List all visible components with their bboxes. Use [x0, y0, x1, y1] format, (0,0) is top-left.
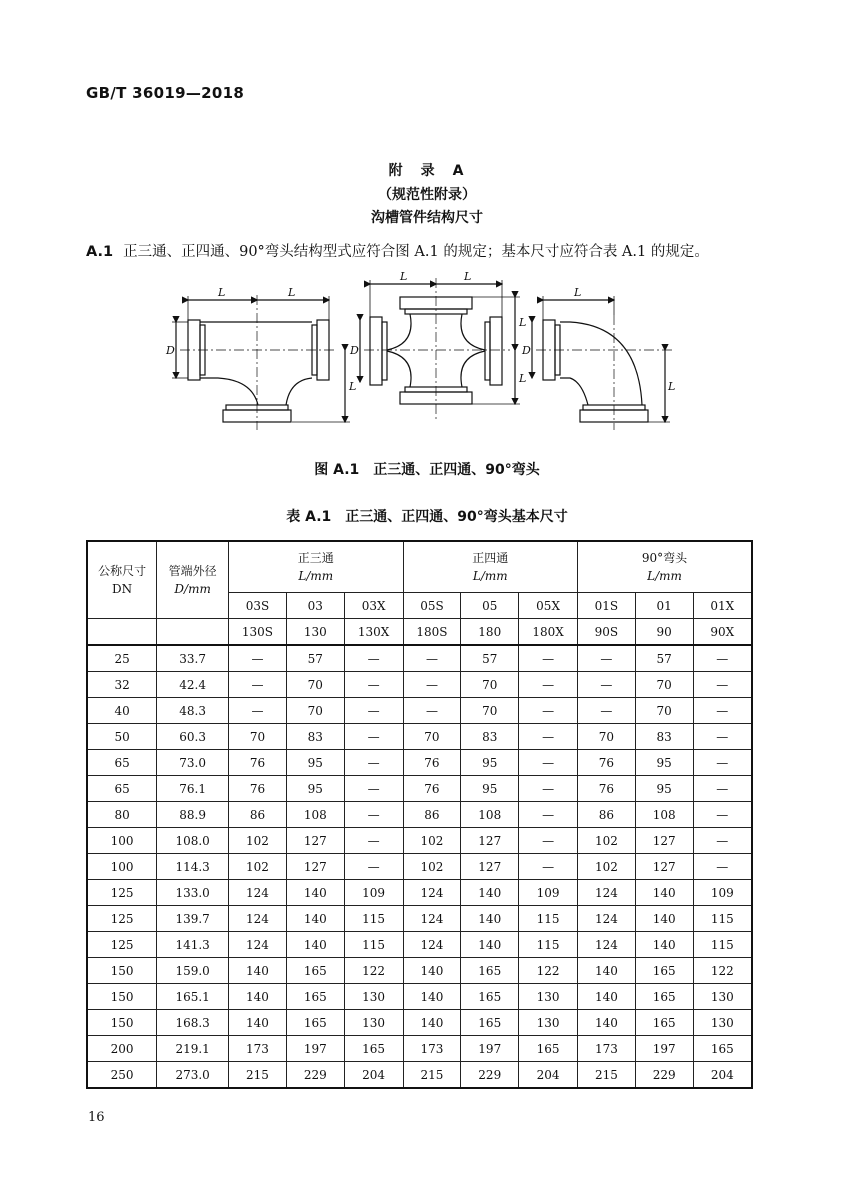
code-cell: 01: [635, 593, 693, 619]
l-cell: 115: [693, 906, 752, 932]
table-row: [87, 645, 752, 672]
l-cell: 83: [461, 724, 519, 750]
table-row: [87, 750, 752, 776]
l-cell: 76: [578, 776, 636, 802]
l-cell: 108: [461, 802, 519, 828]
l-cell: 140: [286, 880, 344, 906]
l-cell: 70: [635, 698, 693, 724]
dimensions-table: [86, 540, 753, 1089]
dn-cell: 150: [87, 958, 157, 984]
l-cell: 95: [461, 776, 519, 802]
l-cell: 140: [578, 1010, 636, 1036]
l-cell: 204: [519, 1062, 578, 1089]
l-cell: 130: [519, 1010, 578, 1036]
l-cell: —: [344, 698, 403, 724]
l-cell: —: [519, 645, 578, 672]
table-body: [87, 645, 752, 1088]
code-cell: 90S: [578, 619, 636, 646]
l-cell: 124: [578, 906, 636, 932]
code-cell: 130X: [344, 619, 403, 646]
dn-cell: 65: [87, 750, 157, 776]
l-cell: 127: [286, 854, 344, 880]
l-cell: 165: [286, 1010, 344, 1036]
l-cell: 109: [519, 880, 578, 906]
l-cell: 215: [229, 1062, 287, 1089]
l-cell: —: [344, 802, 403, 828]
l-cell: 127: [635, 828, 693, 854]
code-cell: 01S: [578, 593, 636, 619]
dn-cell: 125: [87, 880, 157, 906]
code-cell: 180X: [519, 619, 578, 646]
l-cell: 57: [461, 645, 519, 672]
empty-header-cell: [87, 619, 157, 646]
table-row: [87, 776, 752, 802]
l-cell: 173: [403, 1036, 461, 1062]
l-cell: 95: [635, 776, 693, 802]
l-cell: —: [519, 802, 578, 828]
l-cell: 229: [286, 1062, 344, 1089]
l-cell: 215: [403, 1062, 461, 1089]
l-cell: 140: [578, 958, 636, 984]
dn-cell: 100: [87, 828, 157, 854]
code-cell: 180S: [403, 619, 461, 646]
table-row: [87, 906, 752, 932]
l-cell: 204: [344, 1062, 403, 1089]
table-row: [87, 1062, 752, 1089]
l-cell: 76: [229, 750, 287, 776]
l-cell: 70: [635, 672, 693, 698]
code-cell: 03: [286, 593, 344, 619]
l-cell: —: [578, 645, 636, 672]
clause-text: 正三通、正四通、90°弯头结构型式应符合图 A.1 的规定；基本尺寸应符合表 A.1 的规定。: [123, 244, 709, 260]
l-cell: 57: [286, 645, 344, 672]
table-row: [87, 984, 752, 1010]
code-cell: 130S: [229, 619, 287, 646]
dn-cell: 40: [87, 698, 157, 724]
l-cell: 130: [693, 1010, 752, 1036]
l-cell: —: [578, 698, 636, 724]
l-cell: 165: [519, 1036, 578, 1062]
table-row: [87, 1036, 752, 1062]
code-cell: 05S: [403, 593, 461, 619]
l-cell: 109: [693, 880, 752, 906]
l-cell: 95: [286, 750, 344, 776]
l-cell: 76: [403, 776, 461, 802]
clause-number: A.1: [86, 244, 114, 260]
l-cell: 124: [229, 932, 287, 958]
l-cell: 70: [461, 698, 519, 724]
cross-drawing: [360, 278, 520, 420]
l-cell: —: [519, 828, 578, 854]
od-cell: 114.3: [157, 854, 229, 880]
code-cell: 180: [461, 619, 519, 646]
l-cell: 124: [403, 906, 461, 932]
l-cell: 86: [403, 802, 461, 828]
l-cell: 165: [461, 984, 519, 1010]
table-row: [87, 958, 752, 984]
od-cell: 159.0: [157, 958, 229, 984]
l-cell: —: [578, 672, 636, 698]
annex-title: 附 录 A: [388, 163, 466, 179]
l-cell: 124: [403, 880, 461, 906]
dn-cell: 150: [87, 984, 157, 1010]
l-cell: 102: [578, 828, 636, 854]
l-cell: —: [693, 645, 752, 672]
l-cell: 122: [693, 958, 752, 984]
dn-cell: 125: [87, 906, 157, 932]
l-cell: —: [693, 776, 752, 802]
dn-cell: 50: [87, 724, 157, 750]
table-row: [87, 932, 752, 958]
l-cell: —: [519, 750, 578, 776]
cross-label-d: D: [350, 344, 359, 357]
od-cell: 133.0: [157, 880, 229, 906]
col-header-d: 管端外径 D/mm: [157, 541, 229, 619]
l-cell: 130: [693, 984, 752, 1010]
l-cell: —: [229, 645, 287, 672]
l-cell: 197: [286, 1036, 344, 1062]
tee-label-l-vert: L: [349, 380, 357, 393]
l-cell: 165: [461, 1010, 519, 1036]
l-cell: 115: [693, 932, 752, 958]
l-cell: 165: [635, 984, 693, 1010]
l-cell: —: [403, 698, 461, 724]
l-cell: —: [693, 672, 752, 698]
table-row: [87, 828, 752, 854]
dn-cell: 65: [87, 776, 157, 802]
l-cell: 197: [635, 1036, 693, 1062]
l-cell: 102: [229, 828, 287, 854]
l-cell: 70: [286, 672, 344, 698]
dn-cell: 200: [87, 1036, 157, 1062]
l-cell: 70: [286, 698, 344, 724]
l-cell: 86: [229, 802, 287, 828]
l-cell: —: [693, 750, 752, 776]
cross-label-l-bottom: L: [519, 372, 527, 385]
elbow-label-l-vert: L: [668, 380, 676, 393]
l-cell: —: [693, 698, 752, 724]
l-cell: 140: [461, 880, 519, 906]
group-header-cross: 正四通 L/mm: [403, 541, 577, 593]
l-cell: —: [344, 724, 403, 750]
dn-cell: 125: [87, 932, 157, 958]
l-cell: 130: [519, 984, 578, 1010]
od-cell: 139.7: [157, 906, 229, 932]
l-cell: 165: [635, 958, 693, 984]
l-cell: 115: [344, 906, 403, 932]
group-header-elbow: 90°弯头 L/mm: [578, 541, 753, 593]
od-cell: 108.0: [157, 828, 229, 854]
code-cell: 05X: [519, 593, 578, 619]
l-cell: 140: [461, 906, 519, 932]
l-cell: 165: [344, 1036, 403, 1062]
l-cell: 140: [403, 984, 461, 1010]
l-cell: 76: [578, 750, 636, 776]
l-cell: 165: [286, 984, 344, 1010]
l-cell: —: [519, 698, 578, 724]
l-cell: 124: [229, 880, 287, 906]
l-cell: 140: [286, 906, 344, 932]
l-cell: 130: [344, 984, 403, 1010]
standard-code: GB/T 36019—2018: [86, 84, 245, 102]
l-cell: —: [403, 645, 461, 672]
l-cell: 115: [344, 932, 403, 958]
l-cell: 140: [229, 958, 287, 984]
table-row: [87, 802, 752, 828]
code-cell: 03S: [229, 593, 287, 619]
l-cell: —: [229, 698, 287, 724]
l-cell: 83: [286, 724, 344, 750]
od-cell: 141.3: [157, 932, 229, 958]
table-row: [87, 1010, 752, 1036]
dn-cell: 25: [87, 645, 157, 672]
l-cell: 70: [461, 672, 519, 698]
figure-a1-drawing: [160, 270, 680, 435]
elbow-label-l-top: L: [574, 286, 582, 299]
l-cell: 127: [635, 854, 693, 880]
od-cell: 88.9: [157, 802, 229, 828]
l-cell: 165: [461, 958, 519, 984]
dn-cell: 150: [87, 1010, 157, 1036]
l-cell: —: [344, 828, 403, 854]
table-row: [87, 880, 752, 906]
l-cell: —: [693, 724, 752, 750]
dn-cell: 100: [87, 854, 157, 880]
l-cell: —: [519, 776, 578, 802]
dn-cell: 80: [87, 802, 157, 828]
elbow-drawing: [532, 296, 672, 430]
l-cell: 83: [635, 724, 693, 750]
l-cell: —: [344, 672, 403, 698]
code-cell: 90X: [693, 619, 752, 646]
cross-label-l-top: L: [519, 316, 527, 329]
dn-cell: 32: [87, 672, 157, 698]
l-cell: 70: [403, 724, 461, 750]
clause-a1: [86, 240, 709, 261]
od-cell: 273.0: [157, 1062, 229, 1089]
tee-label-l-left: L: [218, 286, 226, 299]
l-cell: 108: [635, 802, 693, 828]
table-row: [87, 724, 752, 750]
l-cell: —: [229, 672, 287, 698]
l-cell: —: [344, 776, 403, 802]
od-cell: 73.0: [157, 750, 229, 776]
l-cell: 140: [635, 880, 693, 906]
l-cell: 124: [578, 932, 636, 958]
l-cell: 102: [403, 828, 461, 854]
l-cell: 124: [229, 906, 287, 932]
tee-label-d: D: [166, 344, 175, 357]
l-cell: 197: [461, 1036, 519, 1062]
dn-cell: 250: [87, 1062, 157, 1089]
l-cell: 140: [635, 932, 693, 958]
l-cell: 127: [461, 828, 519, 854]
l-cell: 86: [578, 802, 636, 828]
l-cell: —: [344, 854, 403, 880]
annex-heading: 沟槽管件结构尺寸: [371, 210, 483, 226]
l-cell: 109: [344, 880, 403, 906]
l-cell: 173: [229, 1036, 287, 1062]
l-cell: 70: [229, 724, 287, 750]
l-cell: 95: [635, 750, 693, 776]
l-cell: 130: [344, 1010, 403, 1036]
header-row-1: [87, 541, 752, 593]
od-cell: 76.1: [157, 776, 229, 802]
l-cell: —: [344, 645, 403, 672]
l-cell: 102: [578, 854, 636, 880]
od-cell: 33.7: [157, 645, 229, 672]
l-cell: 140: [229, 1010, 287, 1036]
table-row: [87, 698, 752, 724]
od-cell: 60.3: [157, 724, 229, 750]
l-cell: —: [693, 854, 752, 880]
l-cell: 140: [403, 958, 461, 984]
l-cell: —: [344, 750, 403, 776]
table-row: [87, 672, 752, 698]
empty-header-cell: [157, 619, 229, 646]
l-cell: 140: [286, 932, 344, 958]
od-cell: 165.1: [157, 984, 229, 1010]
l-cell: 95: [286, 776, 344, 802]
tee-label-l-right: L: [288, 286, 296, 299]
l-cell: 76: [229, 776, 287, 802]
l-cell: —: [403, 672, 461, 698]
l-cell: 102: [403, 854, 461, 880]
od-cell: 42.4: [157, 672, 229, 698]
l-cell: —: [519, 672, 578, 698]
table-row: [87, 854, 752, 880]
l-cell: 95: [461, 750, 519, 776]
l-cell: 204: [693, 1062, 752, 1089]
l-cell: 165: [286, 958, 344, 984]
cross-label-l-left: L: [400, 270, 408, 283]
page-number: 16: [88, 1110, 105, 1125]
od-cell: 168.3: [157, 1010, 229, 1036]
header-row-3: [87, 619, 752, 646]
l-cell: 108: [286, 802, 344, 828]
l-cell: —: [519, 724, 578, 750]
tee-drawing: [172, 295, 350, 430]
l-cell: 115: [519, 932, 578, 958]
l-cell: 124: [578, 880, 636, 906]
l-cell: 76: [403, 750, 461, 776]
l-cell: 70: [578, 724, 636, 750]
l-cell: 140: [461, 932, 519, 958]
od-cell: 48.3: [157, 698, 229, 724]
l-cell: 140: [403, 1010, 461, 1036]
l-cell: —: [693, 802, 752, 828]
l-cell: 122: [344, 958, 403, 984]
l-cell: 229: [461, 1062, 519, 1089]
l-cell: 173: [578, 1036, 636, 1062]
code-cell: 05: [461, 593, 519, 619]
l-cell: 165: [693, 1036, 752, 1062]
table-caption: 表 A.1 正三通、正四通、90°弯头基本尺寸: [286, 509, 568, 525]
l-cell: 140: [578, 984, 636, 1010]
col-header-dn: 公称尺寸 DN: [87, 541, 157, 619]
group-header-tee: 正三通 L/mm: [229, 541, 403, 593]
l-cell: 165: [635, 1010, 693, 1036]
l-cell: 229: [635, 1062, 693, 1089]
l-cell: 140: [635, 906, 693, 932]
elbow-label-d: D: [522, 344, 531, 357]
l-cell: —: [519, 854, 578, 880]
l-cell: 140: [229, 984, 287, 1010]
od-cell: 219.1: [157, 1036, 229, 1062]
l-cell: 124: [403, 932, 461, 958]
l-cell: 102: [229, 854, 287, 880]
l-cell: 122: [519, 958, 578, 984]
code-cell: 03X: [344, 593, 403, 619]
cross-label-l-right: L: [464, 270, 472, 283]
figure-caption: 图 A.1 正三通、正四通、90°弯头: [314, 462, 540, 478]
code-cell: 130: [286, 619, 344, 646]
code-cell: 01X: [693, 593, 752, 619]
code-cell: 90: [635, 619, 693, 646]
l-cell: 215: [578, 1062, 636, 1089]
annex-subtitle: （规范性附录）: [378, 187, 476, 203]
l-cell: 127: [461, 854, 519, 880]
l-cell: 127: [286, 828, 344, 854]
l-cell: 57: [635, 645, 693, 672]
l-cell: 115: [519, 906, 578, 932]
l-cell: —: [693, 828, 752, 854]
